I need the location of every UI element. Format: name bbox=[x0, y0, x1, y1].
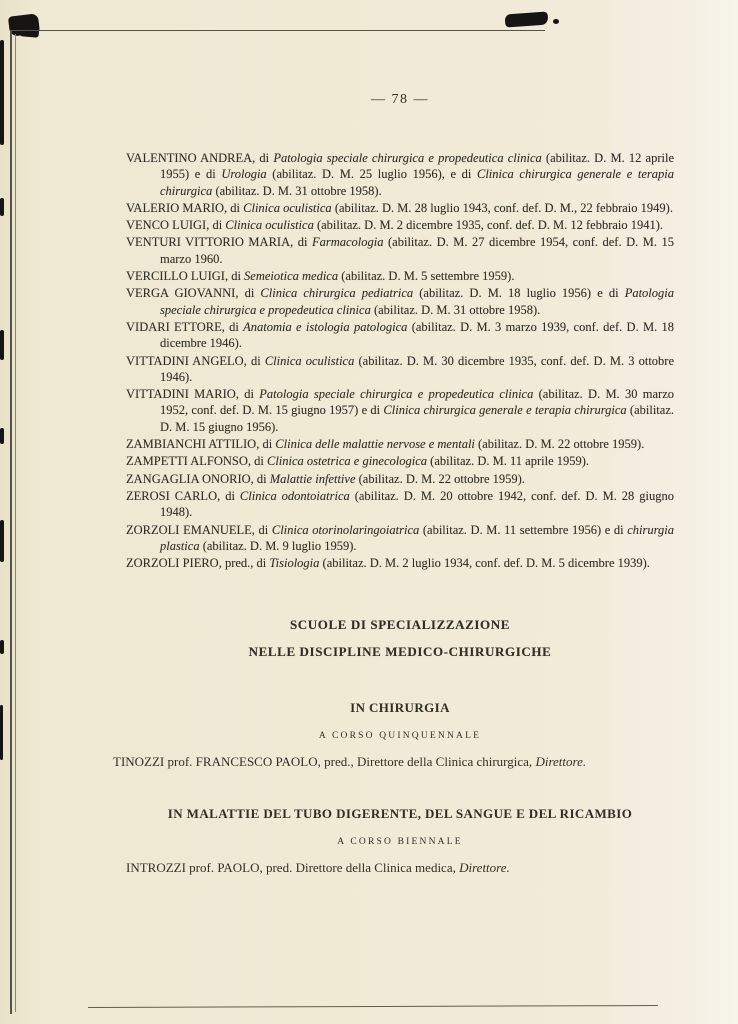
entry-text: (abilitaz. D. M. 31 ottobre 1958). bbox=[370, 302, 541, 317]
faculty-entry bbox=[126, 471, 674, 487]
faculty-entry bbox=[126, 436, 674, 452]
faculty-entry bbox=[126, 353, 674, 386]
discipline-name: Clinica delle malattie nervose e mentali bbox=[275, 437, 475, 452]
discipline-name: Clinica ostetrica e ginecologica bbox=[266, 454, 428, 469]
section-heading-line1: SCUOLE DI SPECIALIZZAZIONE bbox=[289, 617, 511, 633]
discipline-name: Patologia speciale chirurgica e propedeutica clinica bbox=[273, 151, 542, 165]
entry-text: (abilitaz. D. M. 30 marzo 1952, conf. def. D. M. 15 giugno 1957) e di bbox=[160, 387, 674, 418]
entry-text: ZORZOLI EMANUELE, di bbox=[126, 522, 272, 537]
entry-text: (abilitaz. D. M. 31 ottobre 1958). bbox=[212, 183, 382, 198]
discipline-name: Clinica chirurgica pediatrica bbox=[260, 286, 414, 301]
ink-blot-top-left-2-icon bbox=[20, 25, 40, 38]
faculty-entry bbox=[126, 453, 674, 469]
entry-text: VITTADINI ANGELO, di bbox=[126, 353, 265, 368]
discipline-name: Clinica chirurgica generale e terapia chirurgica bbox=[383, 403, 627, 418]
entry-text: (abilitaz. D. M. 11 settembre 1956) e di bbox=[419, 522, 628, 537]
entry-text: (abilitaz. D. M. 11 aprile 1959). bbox=[427, 454, 590, 469]
section-heading-line2: NELLE DISCIPLINE MEDICO-CHIRURGICHE bbox=[248, 644, 552, 660]
entry-text: ZEROSI CARLO, di bbox=[126, 488, 240, 503]
faculty-entry bbox=[126, 268, 674, 284]
scan-edge-mark bbox=[0, 520, 4, 562]
faculty-entry bbox=[126, 522, 674, 555]
page-content bbox=[113, 0, 675, 876]
scan-edge-mark bbox=[0, 640, 4, 654]
director-line-chirurgia bbox=[113, 754, 674, 770]
subsection-course-malattie: A CORSO BIENNALE bbox=[337, 837, 463, 848]
subsection-title-chirurgia: IN CHIRURGIA bbox=[350, 700, 450, 716]
subsection-title-malattie: IN MALATTIE DEL TUBO DIGERENTE, DEL SANGUE E DEL RICAMBIO bbox=[167, 806, 633, 822]
entry-text: VIDARI ETTORE, di bbox=[126, 319, 244, 334]
faculty-entry bbox=[126, 217, 674, 233]
scan-bottom-rule bbox=[88, 1005, 658, 1008]
entry-text: (abilitaz. D. M. 27 dicembre 1954, conf. def. D. M. 15 marzo 1960. bbox=[160, 235, 674, 266]
director-line-malattie bbox=[126, 860, 674, 876]
scan-edge-mark bbox=[0, 198, 4, 216]
entry-text: (abilitaz. D. M. 5 settembre 1959). bbox=[338, 269, 515, 284]
discipline-name: chirurgia plastica bbox=[160, 522, 675, 553]
entry-text: (abilitaz. D. M. 22 ottobre 1959). bbox=[355, 471, 525, 486]
scan-edge-mark bbox=[0, 428, 4, 444]
scan-edge-mark bbox=[0, 40, 4, 145]
entry-text: (abilitaz. D. M. 12 aprile 1955) e di bbox=[160, 151, 674, 182]
page-number: — 78 — bbox=[371, 92, 429, 107]
entry-text: VITTADINI MARIO, di bbox=[126, 387, 260, 402]
entry-text: VERCILLO LUIGI, di bbox=[126, 269, 245, 284]
entry-text: (abilitaz. D. M. 3 marzo 1939, conf. def. D. M. 18 dicembre 1946). bbox=[160, 319, 675, 351]
entry-text: VALERIO MARIO, di bbox=[126, 200, 244, 215]
entry-text: (abilitaz. D. M. 28 luglio 1943, conf. def. D. M., 22 febbraio 1949). bbox=[331, 200, 673, 215]
entry-text: ZANGAGLIA ONORIO, di bbox=[126, 471, 270, 486]
faculty-list bbox=[126, 150, 674, 571]
scan-frame-left-line bbox=[10, 30, 12, 1014]
subsection-course-chirurgia: A CORSO QUINQUENNALE bbox=[318, 731, 482, 742]
entry-text: ZAMBIANCHI ATTILIO, di bbox=[126, 437, 276, 452]
scan-edge-mark bbox=[0, 330, 4, 360]
discipline-name: Patologia speciale chirurgica e propedeutica clinica bbox=[160, 286, 674, 317]
entry-text: (abilitaz. D. M. 18 luglio 1956) e di bbox=[413, 286, 625, 301]
discipline-name: Anatomia e istologia patologica bbox=[243, 319, 408, 334]
entry-text: ZORZOLI PIERO, pred., di bbox=[126, 556, 270, 571]
discipline-name: Direttore. bbox=[459, 860, 510, 876]
discipline-name: Urologia bbox=[221, 167, 267, 182]
discipline-name: Clinica otorinolaringoiatrica bbox=[271, 522, 420, 537]
discipline-name: Clinica oculistica bbox=[225, 218, 314, 233]
scan-frame-left-line-2 bbox=[15, 34, 16, 1012]
entry-text: (abilitaz. D. M. 20 ottobre 1942, conf. def. D. M. 28 giugno 1948). bbox=[160, 488, 675, 520]
faculty-entry bbox=[126, 555, 674, 571]
discipline-name: Semeiotica medica bbox=[244, 269, 339, 284]
discipline-name: Clinica chirurgica generale e terapia chirurgica bbox=[160, 167, 674, 198]
discipline-name: Farmacologia bbox=[311, 235, 384, 250]
faculty-entry bbox=[126, 150, 674, 199]
entry-text: (abilitaz. D. M. 15 giugno 1956). bbox=[160, 403, 674, 434]
entry-text: VENCO LUIGI, di bbox=[126, 218, 226, 233]
discipline-name: Clinica odontoiatrica bbox=[239, 488, 350, 503]
faculty-entry bbox=[126, 488, 674, 521]
faculty-entry bbox=[126, 319, 674, 352]
entry-text: VERGA GIOVANNI, di bbox=[126, 286, 261, 301]
entry-text: TINOZZI prof. FRANCESCO PAOLO, pred., Direttore della Clinica chirurgica, bbox=[113, 754, 536, 770]
discipline-name: Clinica oculistica bbox=[243, 200, 332, 215]
faculty-entry bbox=[126, 285, 674, 318]
entry-text: VALENTINO ANDREA, di bbox=[126, 151, 274, 165]
entry-text: (abilitaz. D. M. 2 luglio 1934, conf. def. D. M. 5 dicembre 1939). bbox=[319, 556, 650, 571]
faculty-entry bbox=[126, 386, 674, 435]
discipline-name: Tisiologia bbox=[269, 556, 320, 571]
faculty-entry bbox=[126, 200, 674, 216]
entry-text: ZAMPETTI ALFONSO, di bbox=[126, 454, 267, 469]
entry-text: (abilitaz. D. M. 30 dicembre 1935, conf. def. D. M. 3 ottobre 1946). bbox=[160, 353, 675, 384]
discipline-name: Patologia speciale chirurgica e propedeutica clinica bbox=[259, 387, 534, 402]
discipline-name: Clinica oculistica bbox=[264, 353, 355, 368]
faculty-entry bbox=[126, 234, 674, 267]
entry-text: (abilitaz. D. M. 2 dicembre 1935, conf. def. D. M. 12 febbraio 1941). bbox=[313, 218, 664, 233]
discipline-name: Direttore. bbox=[535, 754, 587, 770]
entry-text: (abilitaz. D. M. 22 ottobre 1959). bbox=[474, 437, 645, 452]
entry-text: INTROZZI prof. PAOLO, pred. Direttore della Clinica medica, bbox=[126, 860, 460, 876]
entry-text: (abilitaz. D. M. 25 luglio 1956), e di bbox=[266, 167, 477, 182]
entry-text: VENTURI VITTORIO MARIA, di bbox=[126, 235, 312, 250]
scan-edge-mark bbox=[0, 705, 3, 760]
entry-text: (abilitaz. D. M. 9 luglio 1959). bbox=[199, 538, 357, 553]
discipline-name: Malattie infettive bbox=[269, 471, 356, 486]
